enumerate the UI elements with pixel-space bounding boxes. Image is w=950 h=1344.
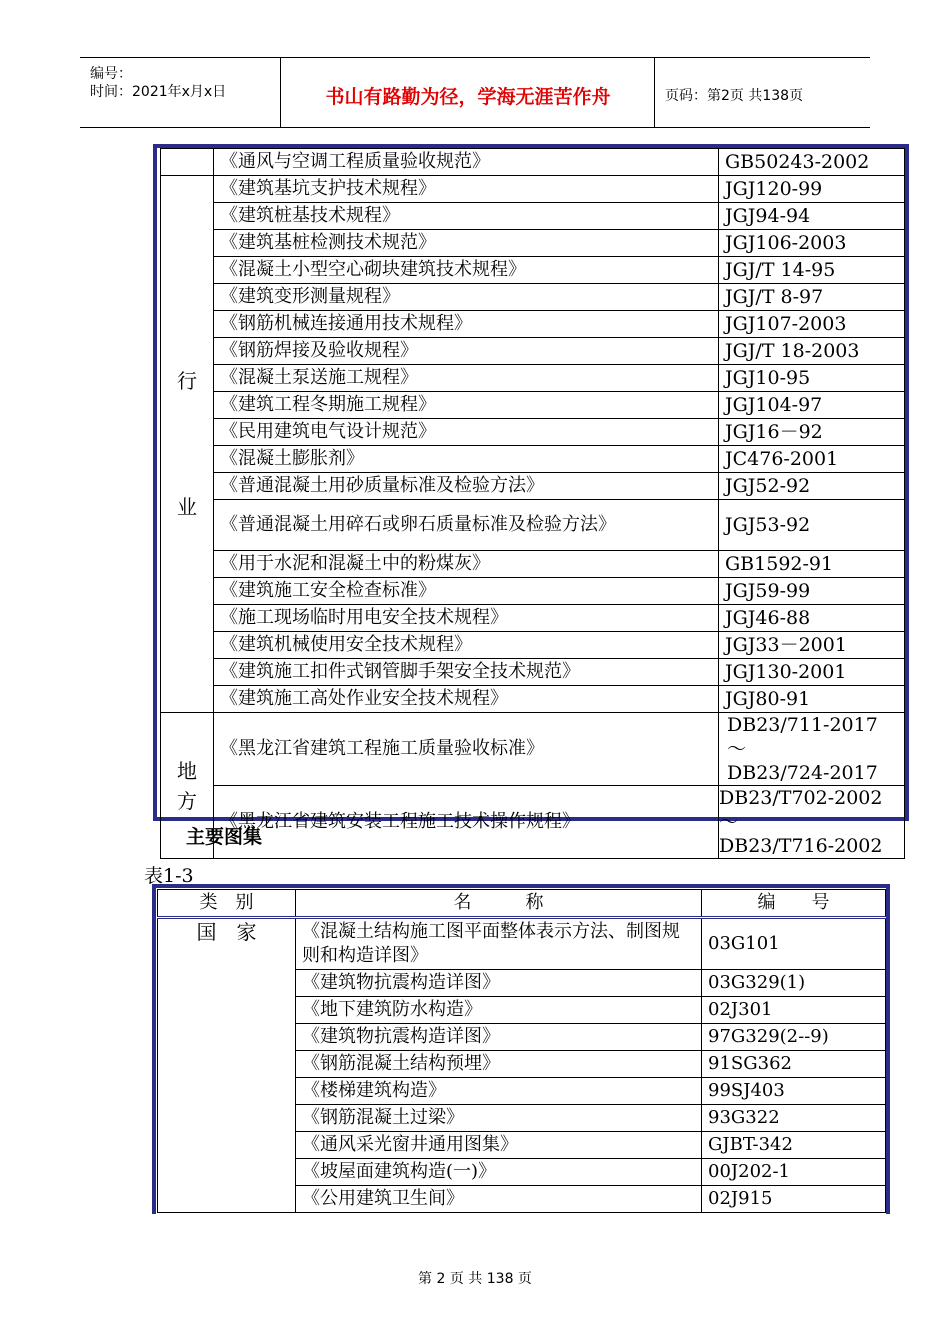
category-cell: [161, 149, 214, 176]
table-row: [161, 392, 905, 419]
table-row: [161, 551, 905, 578]
category-char: 业: [177, 495, 197, 519]
section-title: 主要图集: [186, 826, 263, 848]
standard-name: 《施工现场临时用电安全技术规程》: [214, 605, 719, 632]
column-header: 编 号: [702, 890, 886, 918]
standard-code: JGJ/T 18-2003: [719, 338, 905, 365]
standard-name: 《钢筋机械连接通用技术规程》: [214, 311, 719, 338]
header-divider: [654, 58, 655, 127]
standard-code: JGJ107-2003: [719, 311, 905, 338]
atlas-table: [157, 889, 886, 1213]
standard-code: JC476-2001: [719, 446, 905, 473]
atlas-name: 《坡屋面建筑构造(一)》: [296, 1159, 702, 1186]
standard-name: 《建筑施工安全检查标准》: [214, 578, 719, 605]
atlas-code: 03G329(1): [702, 970, 886, 997]
standard-code: JGJ/T 8-97: [719, 284, 905, 311]
atlas-name: 《建筑物抗震构造详图》: [296, 970, 702, 997]
category-national: 国 家: [158, 918, 296, 1213]
standard-code: JGJ46-88: [719, 605, 905, 632]
table-row: [161, 257, 905, 284]
atlas-code: 03G101: [702, 918, 886, 970]
standard-code: GB50243-2002: [719, 149, 905, 176]
standard-name: 《建筑桩基技术规程》: [214, 203, 719, 230]
table-row: [161, 605, 905, 632]
category-industry: [161, 176, 214, 713]
atlas-code: GJBT-342: [702, 1132, 886, 1159]
standard-code: JGJ94-94: [719, 203, 905, 230]
standard-name: 《民用建筑电气设计规范》: [214, 419, 719, 446]
column-header: 类 别: [158, 890, 296, 918]
table-row: [161, 365, 905, 392]
standard-name: 《普通混凝土用砂质量标准及检验方法》: [214, 473, 719, 500]
table-row: [161, 149, 905, 176]
atlas-code: 91SG362: [702, 1051, 886, 1078]
standard-code: JGJ80-91: [719, 686, 905, 713]
header-divider: [280, 58, 281, 127]
standard-name: 《建筑机械使用安全技术规程》: [214, 632, 719, 659]
standard-code: JGJ53-92: [719, 500, 905, 551]
standard-code: JGJ120-99: [719, 176, 905, 203]
standard-name: 《通风与空调工程质量验收规范》: [214, 149, 719, 176]
standard-name: 《建筑施工扣件式钢管脚手架安全技术规范》: [214, 659, 719, 686]
table-row: [161, 686, 905, 713]
standard-name: 《建筑基坑支护技术规程》: [214, 176, 719, 203]
standard-code: JGJ16－92: [719, 419, 905, 446]
page-footer: 第 2 页 共 138 页: [418, 1271, 532, 1287]
atlas-name: 《地下建筑防水构造》: [296, 997, 702, 1024]
table-row: [161, 632, 905, 659]
table-row: [161, 311, 905, 338]
date-label: 时间：2021年x月x日: [90, 84, 227, 100]
table-row: [161, 473, 905, 500]
table-row: [161, 446, 905, 473]
standard-code: JGJ59-99: [719, 578, 905, 605]
standard-name: 《建筑基桩检测技术规范》: [214, 230, 719, 257]
atlas-code: 00J202-1: [702, 1159, 886, 1186]
table-row: [161, 500, 905, 551]
table-row: [161, 284, 905, 311]
standard-name: 《黑龙江省建筑工程施工质量验收标准》: [214, 713, 719, 786]
code-line: DB23/724-2017: [727, 762, 878, 784]
category-char: 行: [177, 369, 197, 393]
standard-name: 《建筑工程冬期施工规程》: [214, 392, 719, 419]
atlas-code: 02J915: [702, 1186, 886, 1213]
page-info: 页码：第2页 共138页: [665, 88, 804, 104]
table-row: [161, 578, 905, 605]
table-row: [161, 786, 905, 859]
column-header: 名 称: [296, 890, 702, 918]
standard-code: GB1592-91: [719, 551, 905, 578]
atlas-code: 99SJ403: [702, 1078, 886, 1105]
atlas-name: 《通风采光窗井通用图集》: [296, 1132, 702, 1159]
standard-code: JGJ130-2001: [719, 659, 905, 686]
table-row: [161, 230, 905, 257]
standard-code: JGJ52-92: [719, 473, 905, 500]
atlas-code: 93G322: [702, 1105, 886, 1132]
category-char: 地: [177, 758, 197, 783]
header-motto: 书山有路勤为径，学海无涯苦作舟: [325, 86, 611, 108]
table-row: [161, 713, 905, 786]
standard-code: JGJ104-97: [719, 392, 905, 419]
standard-code: JGJ/T 14-95: [719, 257, 905, 284]
code-line: DB23/T702-2002 ～: [719, 787, 883, 833]
standards-table: [160, 148, 905, 859]
atlas-name: 《楼梯建筑构造》: [296, 1078, 702, 1105]
code-line: DB23/T716-2002: [719, 835, 883, 857]
table-row: [158, 918, 886, 970]
standard-code: JGJ10-95: [719, 365, 905, 392]
table-row: [161, 419, 905, 446]
standard-name: 《建筑变形测量规程》: [214, 284, 719, 311]
table-row: [161, 203, 905, 230]
standard-name: 《混凝土膨胀剂》: [214, 446, 719, 473]
standard-name: 《混凝土小型空心砌块建筑技术规程》: [214, 257, 719, 284]
table-row: [161, 176, 905, 203]
standard-name: 《建筑施工高处作业安全技术规程》: [214, 686, 719, 713]
page-header: [80, 57, 870, 128]
atlas-name: 《混凝土结构施工图平面整体表示方法、制图规则和构造详图》: [296, 918, 702, 970]
atlas-name: 《钢筋混凝土结构预埋》: [296, 1051, 702, 1078]
atlas-name: 《钢筋混凝土过梁》: [296, 1105, 702, 1132]
standard-code: [719, 786, 905, 859]
standard-name: 《普通混凝土用碎石或卵石质量标准及检验方法》: [214, 500, 719, 551]
standard-name: 《黑龙江省建筑安装工程施工技术操作规程》: [214, 786, 719, 859]
atlas-name: 《公用建筑卫生间》: [296, 1186, 702, 1213]
header-row: [158, 890, 886, 918]
standard-name: 《用于水泥和混凝土中的粉煤灰》: [214, 551, 719, 578]
table-row: [161, 659, 905, 686]
table-row: [161, 338, 905, 365]
serial-label: 编号：: [90, 66, 132, 82]
standard-code: JGJ106-2003: [719, 230, 905, 257]
category-char: 方: [177, 788, 197, 813]
code-line: DB23/711-2017 ～: [727, 714, 878, 760]
atlas-name: 《建筑物抗震构造详图》: [296, 1024, 702, 1051]
standard-code: [719, 713, 905, 786]
table-label: 表1-3: [144, 865, 194, 887]
standard-code: JGJ33－2001: [719, 632, 905, 659]
atlas-code: 97G329(2--9): [702, 1024, 886, 1051]
standard-name: 《钢筋焊接及验收规程》: [214, 338, 719, 365]
atlas-code: 02J301: [702, 997, 886, 1024]
standard-name: 《混凝土泵送施工规程》: [214, 365, 719, 392]
